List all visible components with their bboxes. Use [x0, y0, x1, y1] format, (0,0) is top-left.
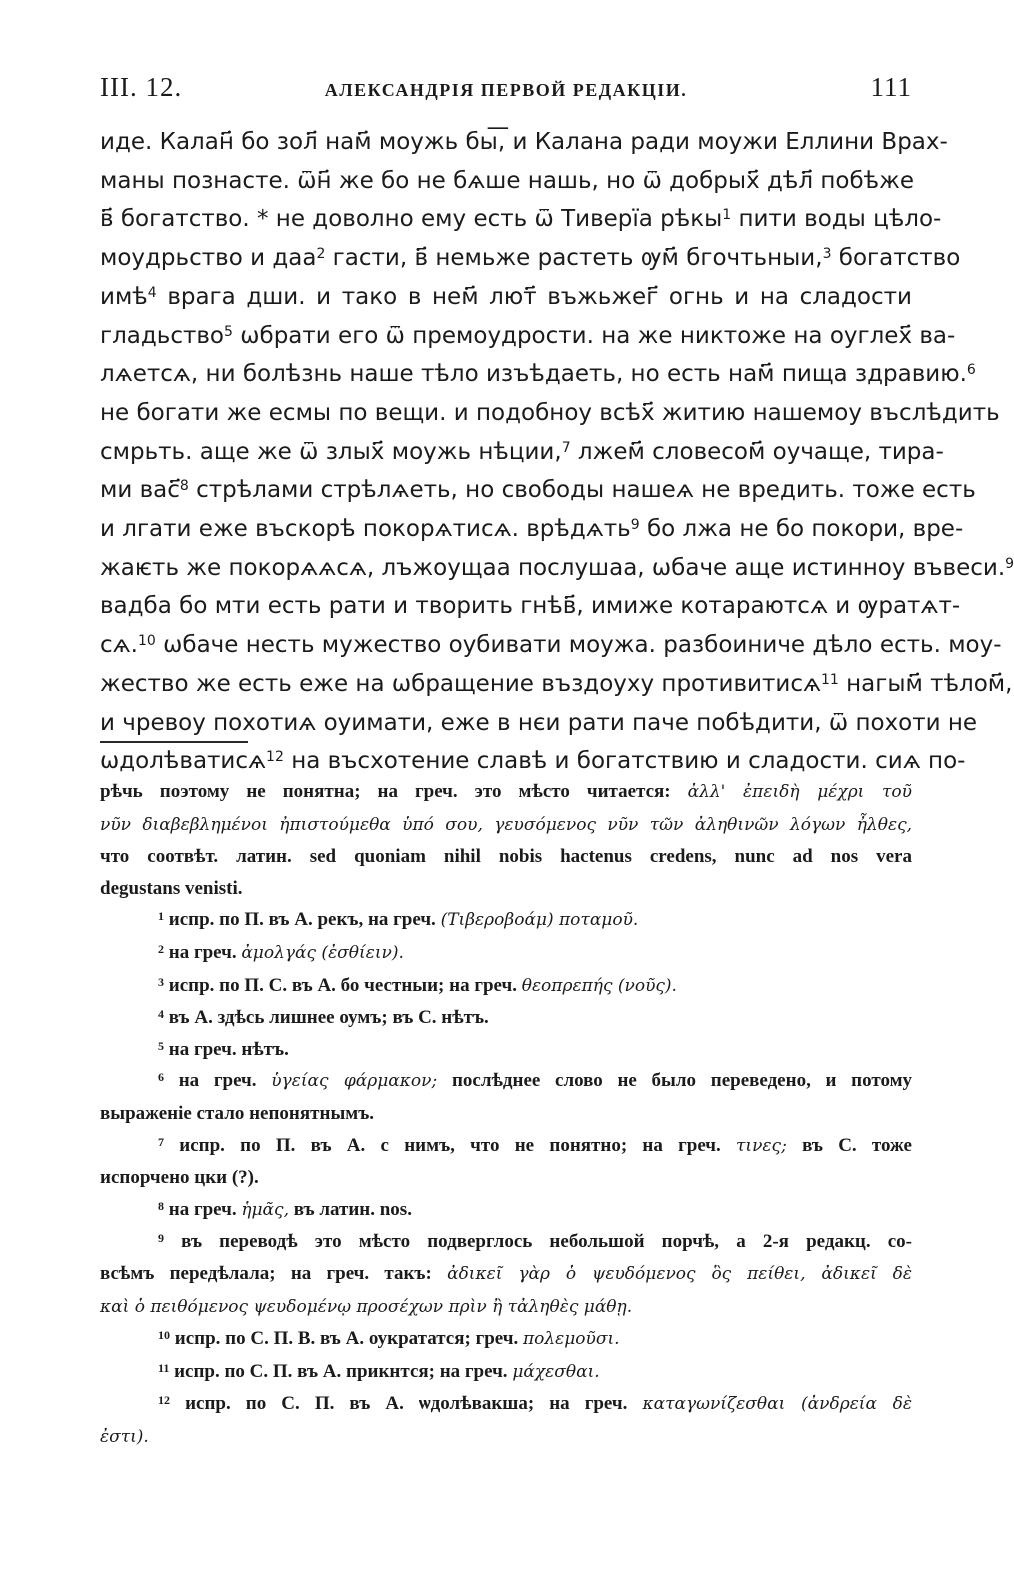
text-line: маны познасте. ѿн҃ же бо не бѧше нашь, но ѿ добрых҃ дѣл҃ побѣже — [100, 167, 914, 194]
footnote-mark: 11 — [821, 671, 839, 688]
text-line: ми вас҃$^8$ стрѣлами стрѣлѧеть, но свободы нашеѧ не вредить. тоже есть — [100, 477, 976, 504]
footnote-line: degustans venisti. — [100, 877, 243, 899]
footnote-line: всѣмъ передѣлала; на греч. такъ: ἀδικεῖ γὰρ ὁ ψευδόμενος ὃς πείθει, ἀδικεῖ δὲ — [100, 1262, 912, 1284]
footnote-mark: 12 — [266, 749, 284, 766]
footnote-7: $^7$ испр. по П. въ А. с нимъ, что не понятно; на греч. τινες; въ С. тоже — [158, 1134, 912, 1156]
footnote-line: καὶ ὁ πειθόμενος ψευδομένῳ προσέχων πρὶν ἢ τἀληθὲς μάθῃ. — [100, 1296, 633, 1317]
text-line: жество же есть еже на ѡбращение въздоуху противитисѧ$^{11}$ нагым҃ тѣлом҃, — [100, 670, 1013, 697]
text-line: ѡдолѣватисѧ$^{12}$ на въсхотение славѣ и богатствию и сладости. сиѧ по- — [100, 748, 966, 775]
text-line: в҃ богатство. * не доволно ему есть ѿ Тиверїа рѣкы$^1$ пити воды цѣло- — [100, 206, 942, 233]
footnote-4: $^4$ въ А. здѣсь лишнее оумъ; въ С. нѣтъ. — [158, 1007, 489, 1029]
footnote-mark: 4 — [147, 284, 157, 301]
running-title: АЛЕКСАНДРІЯ ПЕРВОЙ РЕДАКЦІИ. — [324, 80, 688, 100]
footnote-11: $^{11}$ испр. по С. П. въ А. прикнтся; на греч. μάχεσθαι. — [158, 1360, 600, 1382]
text-line: имѣ$^4$ врага дши. и тако в нем҃ лют҃ въжьжег҃ огнь и на сладости — [100, 283, 912, 310]
footnote-1: $^1$ испр. по П. въ А. рекъ, на греч. (Τιβεροβοάμ) ποταμοῦ. — [158, 909, 639, 931]
text-line: жаѥть же покорѧѧсѧ, лъжоущаа послушаа, ѡбаче аще истинноу въвеси.$^9$ — [100, 554, 1014, 581]
text-line: смрьть. аще же ѿ злых҃ моужь нѣции,$^7$ лжем҃ словесом҃ оучаще, тира- — [100, 438, 944, 465]
footnote-mark: 9 — [630, 517, 640, 534]
main-text — [100, 123, 1014, 781]
footnote-8: $^8$ на греч. ἡμᾶς, въ латин. nos. — [158, 1198, 412, 1220]
text-line: вадба бо мти есть рати и творить гнѣв҃, имиже котараютсѧ и ѹратѧт- — [100, 593, 961, 620]
footnote-mark: 8 — [179, 478, 189, 495]
running-header — [100, 72, 912, 112]
footnote-mark: 5 — [224, 323, 233, 340]
text-line: гладьство$^5$ ѡбрати его ѿ премоудрости. на же никтоже на оуглех҃ ва- — [100, 322, 956, 349]
footnote-line: испорчено цки (?). — [100, 1167, 259, 1189]
footnote-3: $^3$ испр. по П. С. въ А. бо честныи; на греч. θεοπρεπής (νοῦς). — [158, 974, 677, 996]
footnote-line: выраженіе стало непонятнымъ. — [100, 1102, 375, 1124]
footnote-line: ἐστι). — [100, 1426, 149, 1447]
footnote-10: $^{10}$ испр. по С. П. В. въ А. оукрататся; греч. πολεμοῦσι. — [158, 1328, 620, 1350]
footnote-mark: 6 — [966, 362, 976, 379]
footnote-line: что соотвѣт. латин. sed quoniam nihil nobis hactenus credens, nunc ad nos vera — [100, 846, 912, 868]
text-line: и чревоу похотиѧ оуимати, еже в нєи рати паче побѣдити, ѿ похоти не — [100, 709, 978, 736]
footnote-mark: 3 — [822, 246, 832, 263]
text-line: моудрьство и даа$^2$ гасти, в҃ немьже растеть ѹм҃ бгочтьныи,$^3$ богатство — [100, 245, 961, 272]
text-line: и лгати еже въскорѣ покорѧтисѧ. врѣдѧть$^9$ бо лжа не бо покори, вре- — [100, 516, 964, 543]
footnote-mark: 9 — [1005, 555, 1014, 572]
footnote-mark: 7 — [561, 439, 571, 456]
footnote-line: рѣчь поэтому не понятна; на греч. это мѣсто читается: ἀλλ' ἐπειδὴ μέχρι τοῦ — [100, 781, 912, 802]
footnote-12: $^{12}$ испр. по С. П. въ А. ѡдолѣвакша; на греч. καταγωνίζεσθαι (ἀνδρεία δὲ — [158, 1393, 913, 1415]
footnote-2: $^2$ на греч. ἀμολγάς (ἐσθίειν). — [158, 941, 404, 963]
footnote-separator — [100, 741, 248, 743]
text-line: сѧ.$^{10}$ ѡбаче несть мужество оубивати моужа. разбоиниче дѣло есть. моу- — [100, 632, 1002, 659]
footnote-5: $^5$ на греч. нѣтъ. — [158, 1038, 289, 1060]
footnotes — [100, 776, 912, 1453]
footnote-mark: 10 — [137, 633, 156, 650]
text-line: лѧетсѧ, ни болѣзнь наше тѣло изъѣдаеть, но есть нам҃ пища здравию.$^6$ — [100, 361, 976, 388]
page-number: 111 — [870, 72, 912, 102]
footnote-9: $^9$ въ переводѣ это мѣсто подверглось небольшой порчѣ, а 2-я редакц. со- — [158, 1231, 913, 1253]
text-line: не богати же есмы по вещи. и подобноу всѣх҃ житию нашемоу въслѣдить — [100, 399, 1000, 426]
section-number: III. 12. — [100, 72, 183, 102]
footnote-mark: 1 — [722, 207, 732, 224]
text-line: иде. Калан҃ бо зол҃ нам҃ моужь бы͞, и Калана ради моужи Еллини Врах- — [100, 129, 948, 155]
footnote-line: νῦν διαβεβλημένοι ἠπιστούμεθα ὑπό σου, γευσόμενος νῦν τῶν ἀληθινῶν λόγων ἦλθες, — [100, 814, 912, 835]
footnote-mark: 2 — [316, 246, 326, 263]
footnote-6: $^6$ на греч. ὑγείας φάρμακον; послѣднее слово не было переведено, и потому — [158, 1070, 913, 1092]
